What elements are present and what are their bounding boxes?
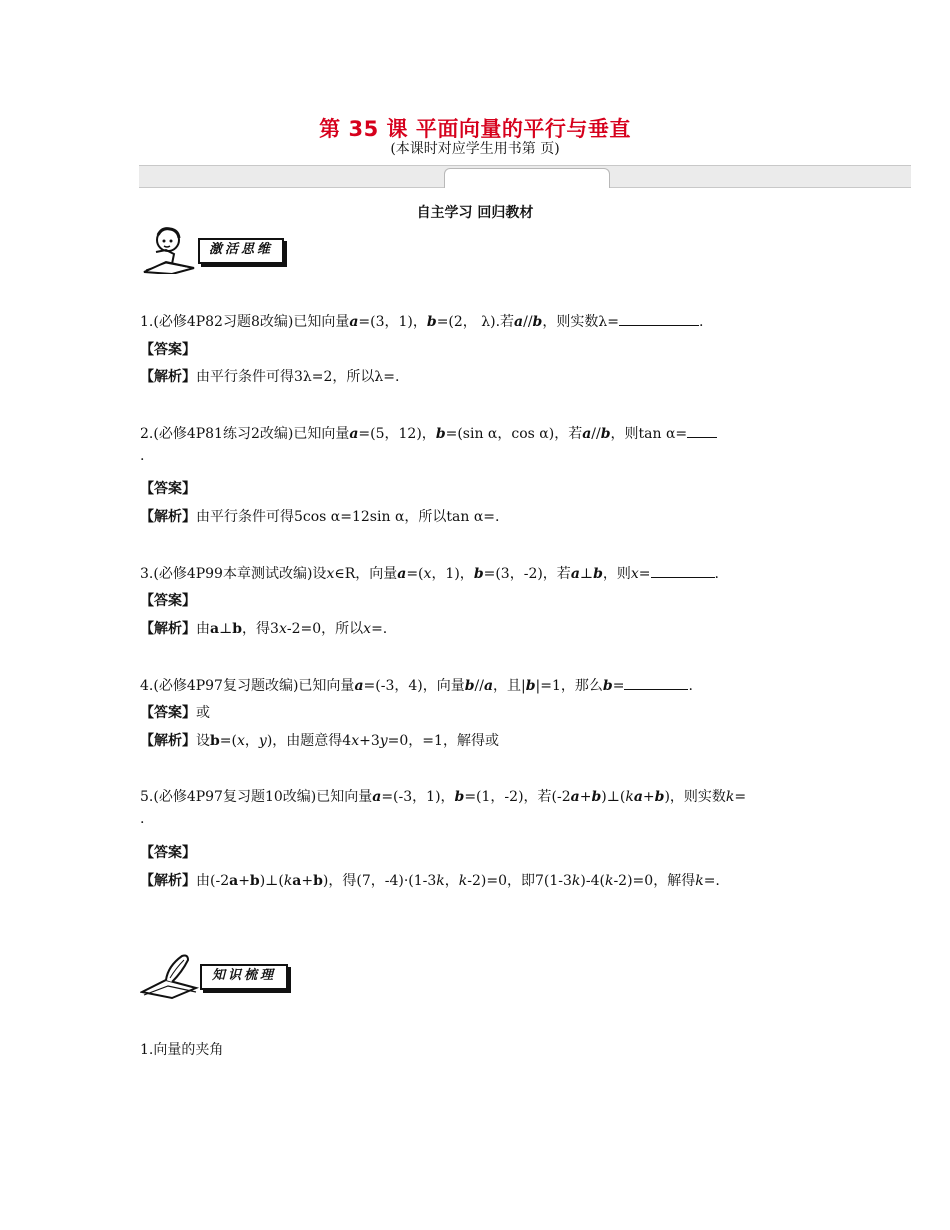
question-1: 1.(必修4P82习题8改编)已知向量a=(3，1)，b=(2， λ).若a//b，则实数λ= . [140, 311, 820, 333]
question-3: 3.(必修4P99本章测试改编)设x∈R，向量a=(x，1)，b=(3，-2)，若a⊥b，则x= . [140, 563, 820, 585]
analysis-2: 【解析】由平行条件可得5cos α=12sin α，所以tan α=. [140, 509, 500, 525]
answer-blank[interactable] [624, 675, 688, 690]
answer-3: 【答案】 [140, 593, 196, 609]
knowledge-summary-badge [140, 952, 292, 1000]
analysis-3: 【解析】由a⊥b，得3x-2=0，所以x=. [140, 621, 388, 637]
analysis-1: 【解析】由平行条件可得3λ=2，所以λ=. [140, 369, 400, 385]
answer-2: 【答案】 [140, 481, 196, 497]
question-4: 4.(必修4P97复习题改编)已知向量a=(-3，4)，向量b//a，且|b|=1，那么b= . [140, 675, 820, 697]
answer-1: 【答案】 [140, 342, 196, 358]
analysis-5: 【解析】由(-2a+b)⊥(ka+b)，得(7，-4)·(1-3k，k-2)=0，即7(1-3k)-4(k-2)=0，解得k=. [140, 873, 720, 889]
page-subtitle: (本课时对应学生用书第 页) [390, 141, 560, 157]
answer-blank[interactable] [651, 563, 715, 578]
section-tab [444, 168, 610, 188]
analysis-4: 【解析】设b=(x，y)，由题意得4x+3y=0，=1，解得或 [140, 733, 499, 749]
answer-5: 【答案】 [140, 845, 196, 861]
knowledge-item-1: 1.向量的夹角 [140, 1042, 224, 1058]
question-5: 5.(必修4P97复习题10改编)已知向量a=(-3，1)，b=(1，-2)，若(-2a+b)⊥(ka+b)，则实数k= . [140, 789, 747, 827]
question-2: 2.(必修4P81练习2改编)已知向量a=(5，12)，b=(sin α，cos α)，若a//b，则tan α= . [140, 423, 805, 467]
activate-thinking-badge [140, 226, 290, 274]
section-title: 自主学习 回归教材 [416, 205, 534, 221]
page-title: 第 35 课 平面向量的平行与垂直 [319, 117, 631, 141]
answer-blank[interactable] [687, 423, 717, 438]
answer-4: 【答案】或 [140, 705, 210, 721]
badge-label: 激活思维 [198, 238, 284, 264]
answer-blank[interactable] [619, 311, 699, 326]
book-quill-icon [140, 952, 200, 1000]
badge-label: 知识梳理 [200, 964, 288, 990]
thinking-figure-icon [140, 226, 198, 274]
